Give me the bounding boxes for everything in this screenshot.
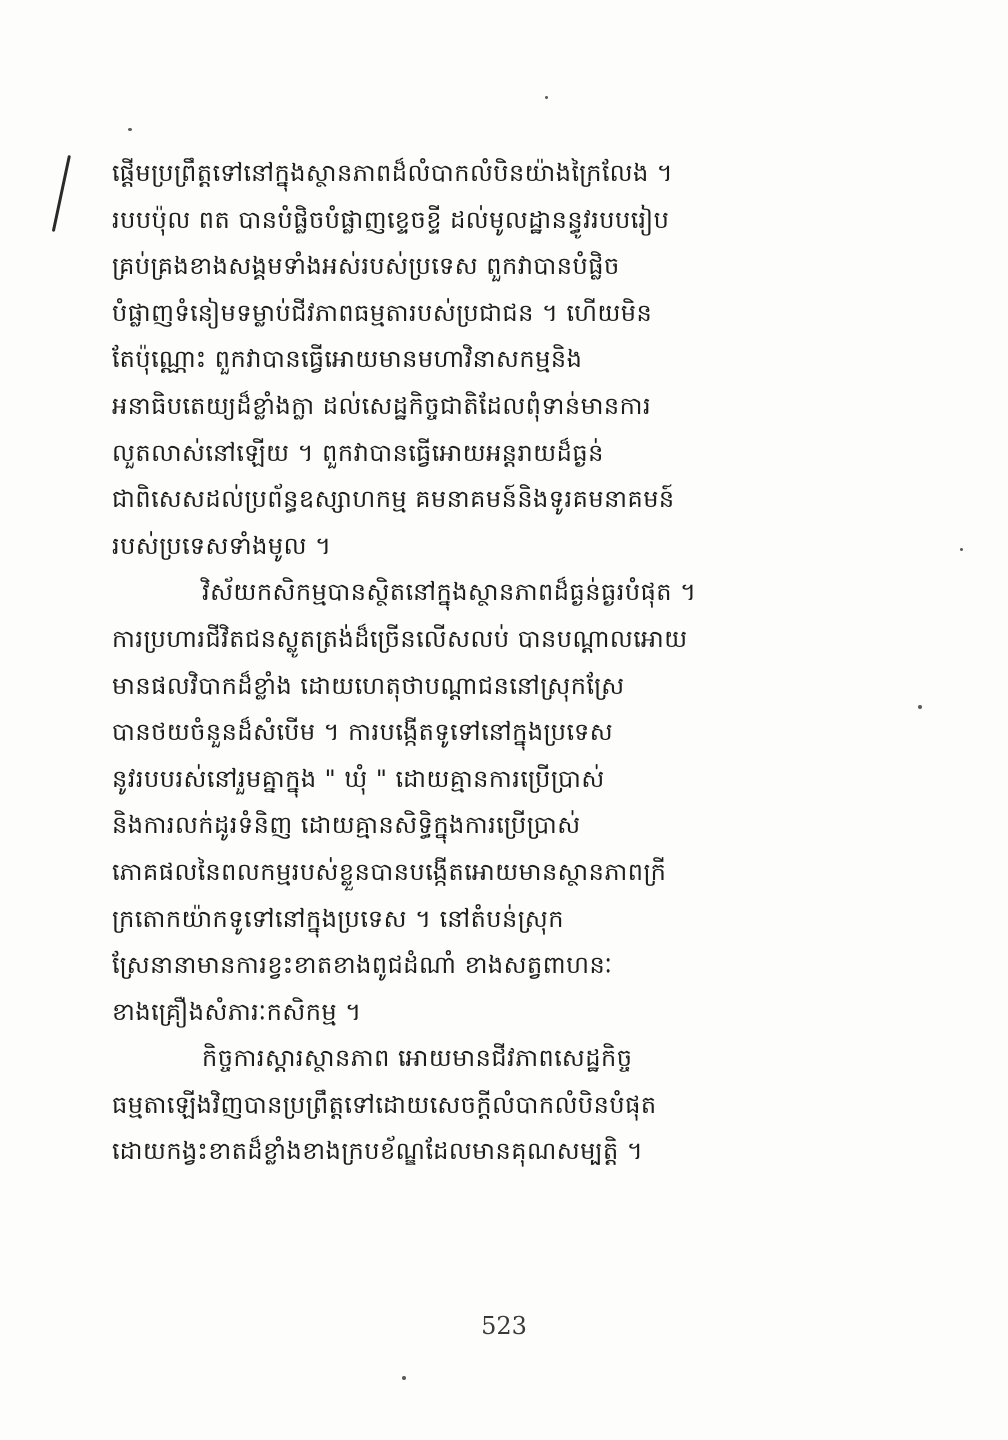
text-line: បំផ្លាញទំនៀមទម្លាប់ជីវភាពធម្មតារបស់ប្រជាជន ។ ហើយមិន — [112, 298, 653, 327]
scan-speck — [545, 96, 548, 99]
text-line: នូវរបបរស់នៅរួមគ្នាក្នុង " ឃុំ " ដោយគ្មានការប្រើប្រាស់ — [112, 764, 605, 793]
margin-pen-mark — [52, 155, 71, 232]
text-line: បានថយចំនួនដ៏សំបើម ។ ការបង្កើតទូទៅនៅក្នុងប្រទេស — [112, 718, 614, 747]
text-line: ជាពិសេសដល់ប្រព័ន្ធឧស្សាហកម្ម គមនាគមន៍និងទូរគមនាគមន៍ — [112, 485, 675, 514]
text-line: ខាងគ្រឿងសំភារៈកសិកម្ម ។ — [112, 997, 362, 1026]
text-line: ក្រតោកយ៉ាកទូទៅនៅក្នុងប្រទេស ។ នៅតំបន់ស្រុក — [112, 904, 564, 933]
text-line: និងការលក់ដូរទំនិញ ដោយគ្មានសិទ្ធិក្នុងការប្រើប្រាស់ — [112, 811, 581, 840]
text-line: ស្រែនានាមានការខ្វះខាតខាងពូជដំណាំ ខាងសត្វពាហនៈ — [112, 951, 613, 980]
scan-speck — [402, 1376, 406, 1380]
text-line: របបប៉ុល ពត បានបំផ្លិចបំផ្លាញខ្ទេចខ្ទី ដល់មូលដ្ឋានន្ធូវរបបរៀប — [112, 205, 670, 234]
scan-speck — [960, 548, 963, 551]
text-line: អនាធិបតេយ្យដ៏ខ្លាំងក្លា ដល់សេដ្ឋកិច្ចជាតិដែលពុំទាន់មានការ — [112, 391, 652, 420]
khmer-body-text — [112, 150, 902, 1175]
scan-speck — [128, 128, 132, 131]
scan-speck — [918, 705, 922, 709]
text-line: ការប្រហារជីវិតជនស្លូតត្រង់ដ៏ច្រើនលើសលប់ បានបណ្តាលអោយ — [112, 624, 688, 653]
text-line: កិច្ចការស្តារស្ថានភាព អោយមានជីវភាពសេដ្ឋកិច្ច — [202, 1044, 633, 1073]
text-line: របស់ប្រទេសទាំងមូល ។ — [112, 531, 332, 560]
page-number: 523 — [481, 1312, 527, 1340]
text-line: តែប៉ុណ្ណោះ ពួកវាបានធ្វើអោយមានមហាវិនាសកម្មនិង — [112, 345, 583, 374]
text-line: ធម្មតាឡើងវិញបានប្រព្រឹត្តទៅដោយសេចក្តីលំបាកលំបិនបំផុត — [112, 1090, 657, 1119]
text-line: មានផលវិបាកដ៏ខ្លាំង ដោយហេតុថាបណ្តាជននៅស្រុកស្រែ — [112, 671, 625, 700]
text-line: គ្រប់គ្រងខាងសង្គមទាំងអស់របស់ប្រទេស ពួកវាបានបំផ្លិច — [112, 252, 620, 281]
text-line: វិស័យកសិកម្មបានស្ថិតនៅក្នុងស្ថានភាពដ៏ធ្ងន់ធ្ងរបំផុត ។ — [202, 578, 697, 607]
text-line: ផ្តើមប្រព្រឹត្តទៅនៅក្នុងស្ថានភាពដ៏លំបាកលំបិនយ៉ាងក្រៃលែង ។ — [112, 159, 674, 187]
text-line: ដោយកង្វះខាតដ៏ខ្លាំងខាងក្របខ័ណ្ឌដែលមានគុណសម្បត្តិ ។ — [112, 1137, 644, 1166]
text-line: ភោគផលនៃពលកម្មរបស់ខ្លួនបានបង្កើតអោយមានស្ថានភាពក្រី — [112, 857, 667, 886]
text-line: លួតលាស់នៅឡើយ ។ ពួកវាបានធ្វើអោយអន្តរាយដ៏ធ្ងន់ — [112, 438, 604, 467]
